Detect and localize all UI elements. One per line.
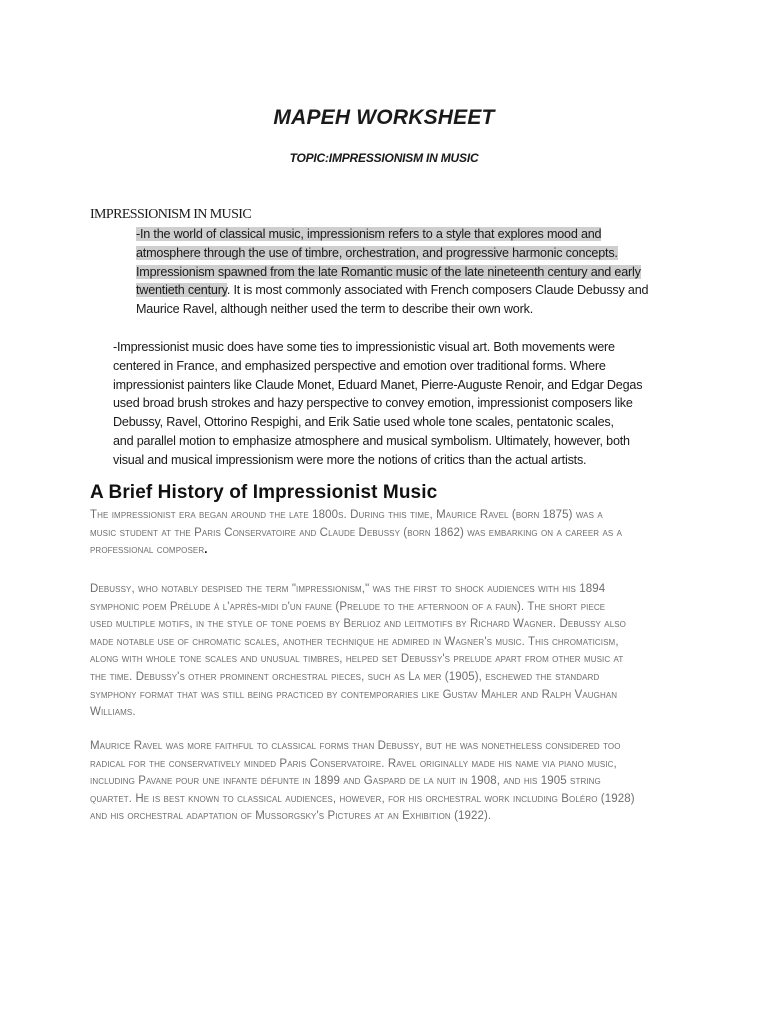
intro-line-2: atmosphere through the use of timbre, orchestration, and progressive harmonic concepts. (136, 245, 618, 260)
paragraph-line: along with whole tone scales and unusual timbres, helped set Debussy's prelude apart from other music at (90, 653, 624, 666)
paragraph-line: professional composer. (90, 544, 208, 557)
paragraph-line: The impressionist era began around the late 1800s. During this time, Maurice Ravel (born 1875) was a (90, 509, 603, 521)
paragraph-line: quartet. He is best known to classical audiences, however, for his orchestral work including Boléro (1928) (90, 792, 635, 805)
history-paragraph-2 (90, 581, 700, 722)
history-paragraph-1 (90, 507, 700, 560)
paragraph-line: centered in France, and emphasized perspective and emotion over traditional forms. Where (113, 358, 606, 373)
paragraph-line: music student at the Paris Conservatoire and Claude Debussy (born 1862) was embarking on a career as a (90, 526, 623, 539)
paragraph-line: and parallel motion to emphasize atmosphere and musical symbolism. Ultimately, however, both (113, 433, 630, 448)
intro-paragraph (136, 225, 696, 319)
paragraph-line: the time. Debussy's other prominent orchestral pieces, such as La mer (1905), eschewed the standard (90, 670, 600, 683)
intro-line-5: Maurice Ravel, although neither used the term to describe their own work. (136, 302, 534, 317)
intro-line-1: -In the world of classical music, impressionism refers to a style that explores mood and (136, 227, 602, 241)
paragraph-line: visual and musical impressionism were more the notions of critics than the actual artists. (113, 452, 587, 467)
history-heading: A Brief History of Impressionist Music (90, 482, 438, 503)
worksheet-title: MAPEH WORKSHEET (273, 106, 495, 129)
paragraph-line: radical for the conservatively minded Paris Conservatoire. Ravel originally made his name via piano music, (90, 757, 617, 770)
intro-line-3: Impressionism spawned from the late Romantic music of the late nineteenth century and early (136, 264, 641, 279)
paragraph-line: symphonic poem Prélude à l'après-midi d'un faune (Prelude to the afternoon of a faun). The short piece (90, 600, 606, 613)
section-heading: IMPRESSIONISM IN MUSIC (90, 207, 252, 222)
paragraph-line: made notable use of chromatic scales, another technique he admired in Wagner's music. This chromaticism, (90, 635, 619, 648)
paragraph-line: Maurice Ravel was more faithful to classical forms than Debussy, but he was nonetheless considered too (90, 740, 621, 752)
paragraph-line: used multiple motifs, in the style of tone poems by Berlioz and leitmotifs by Richard Wagner. Debussy also (90, 618, 626, 631)
paragraph-line: Debussy, who notably despised the term "impressionism," was the first to shock audiences with his 1894 (90, 583, 606, 595)
paragraph-line: Williams. (90, 706, 136, 719)
visual-art-paragraph (113, 338, 673, 470)
paragraph-line: and his orchestral adaptation of Mussorgsky's Pictures at an Exhibition (1922). (90, 810, 492, 823)
history-paragraph-3 (90, 738, 700, 826)
paragraph-line: -Impressionist music does have some ties to impressionistic visual art. Both movements were (113, 340, 615, 354)
paragraph-line: including Pavane pour une infante défunte in 1899 and Gaspard de la nuit in 1908, and his 1905 string (90, 775, 601, 788)
intro-line-4: twentieth century. It is most commonly associated with French composers Claude Debussy and (136, 283, 649, 298)
period-mark: . (204, 544, 208, 557)
paragraph-line: impressionist painters like Claude Monet, Eduard Manet, Pierre-Auguste Renoir, and Edgar Degas (113, 377, 643, 392)
paragraph-line: Debussy, Ravel, Ottorino Respighi, and Erik Satie used whole tone scales, pentatonic scales, (113, 415, 614, 430)
paragraph-line: symphony format that was still being practiced by contemporaries like Gustav Mahler and Ralph Vaughan (90, 688, 618, 701)
paragraph-line: used broad brush strokes and hazy perspective to convey emotion, impressionist composers like (113, 396, 633, 411)
worksheet-topic: TOPIC:IMPRESSIONISM IN MUSIC (289, 151, 479, 165)
